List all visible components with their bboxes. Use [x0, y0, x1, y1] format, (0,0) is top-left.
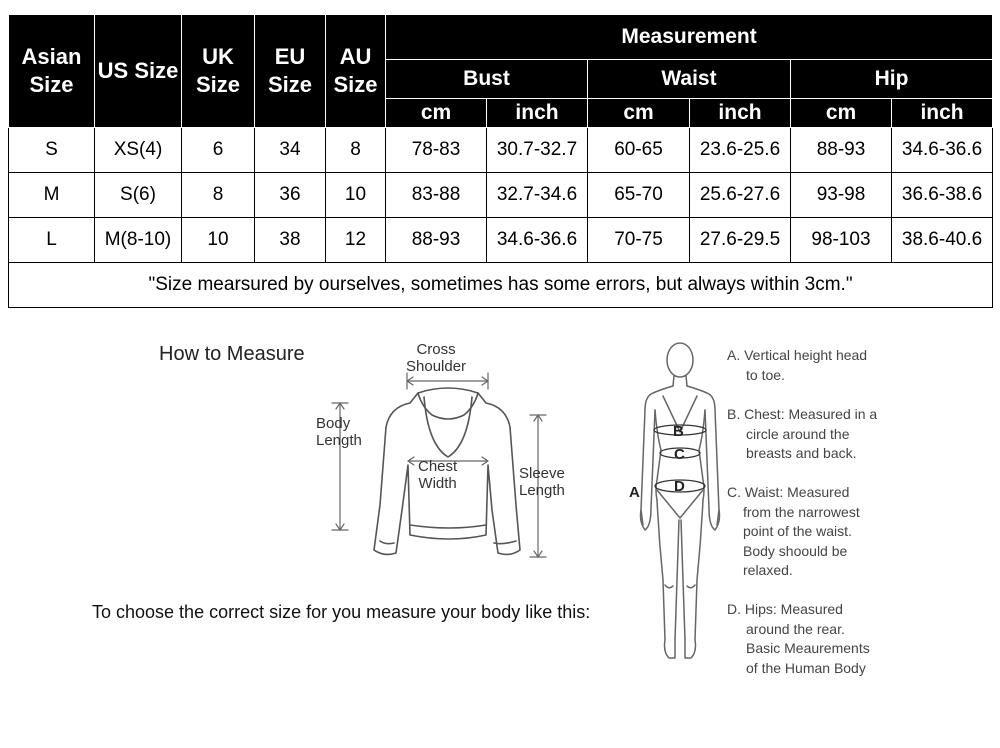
header-us-size: US Size [95, 15, 182, 128]
table-row [9, 128, 993, 173]
table-cell: 93-98 [791, 173, 892, 218]
table-cell: 78-83 [386, 128, 487, 173]
table-cell: 70-75 [588, 218, 690, 263]
table-cell: 25.6-27.6 [690, 173, 791, 218]
body-length-label: Body Length [316, 415, 362, 449]
table-cell: 34.6-36.6 [487, 218, 588, 263]
table-cell: M [9, 173, 95, 218]
table-cell: S(6) [95, 173, 182, 218]
header-hip: Hip [791, 60, 993, 99]
header-waist-cm: cm [588, 99, 690, 128]
table-cell: 8 [182, 173, 255, 218]
table-row [9, 218, 993, 263]
table-cell: 10 [326, 173, 386, 218]
how-to-measure-title: How to Measure [159, 343, 305, 365]
header-hip-cm: cm [791, 99, 892, 128]
instruction-text: To choose the correct size for you measure your body like this: [92, 602, 591, 622]
table-cell: XS(4) [95, 128, 182, 173]
marker-a: A [629, 484, 640, 501]
legend-c: C. Waist: Measured from the narrowest point of the waist. Body shoould be relaxed. [727, 484, 860, 578]
header-bust-cm: cm [386, 99, 487, 128]
chest-width-label: Chest Width [418, 458, 458, 492]
table-cell: 38 [255, 218, 326, 263]
table-cell: 27.6-29.5 [690, 218, 791, 263]
table-note: "Size mearsured by ourselves, sometimes has some errors, but always within 3cm." [9, 263, 993, 308]
table-cell: 23.6-25.6 [690, 128, 791, 173]
table-cell: 38.6-40.6 [892, 218, 993, 263]
legend-b: B. Chest: Measured in a circle around the breasts and back. [727, 406, 878, 461]
table-cell: 30.7-32.7 [487, 128, 588, 173]
size-chart-table [8, 14, 993, 308]
legend-a: A. Vertical height head to toe. [727, 347, 868, 383]
table-cell: L [9, 218, 95, 263]
legend-d: D. Hips: Measured around the rear. Basic Meaurements of the Human Body [727, 601, 870, 676]
sleeve-length-label: Sleeve Length [519, 465, 565, 499]
table-cell: 36 [255, 173, 326, 218]
marker-d: D [674, 478, 685, 495]
header-hip-inch: inch [892, 99, 993, 128]
header-asian-size: Asian Size [9, 15, 95, 128]
table-cell: 88-93 [791, 128, 892, 173]
header-uk-size: UK Size [182, 15, 255, 128]
table-cell: M(8-10) [95, 218, 182, 263]
table-cell: 88-93 [386, 218, 487, 263]
header-bust: Bust [386, 60, 588, 99]
header-measurement: Measurement [386, 15, 993, 60]
table-cell: 65-70 [588, 173, 690, 218]
table-cell: 83-88 [386, 173, 487, 218]
table-cell: S [9, 128, 95, 173]
table-cell: 36.6-38.6 [892, 173, 993, 218]
table-cell: 98-103 [791, 218, 892, 263]
body-figure [625, 340, 735, 670]
table-cell: 34.6-36.6 [892, 128, 993, 173]
header-waist: Waist [588, 60, 791, 99]
table-cell: 10 [182, 218, 255, 263]
cross-shoulder-label: Cross Shoulder [406, 341, 467, 375]
table-cell: 34 [255, 128, 326, 173]
table-cell: 6 [182, 128, 255, 173]
header-eu-size: EU Size [255, 15, 326, 128]
marker-c: C [674, 446, 685, 463]
header-au-size: AU Size [326, 15, 386, 128]
table-cell: 8 [326, 128, 386, 173]
marker-b: B [673, 423, 684, 440]
table-row [9, 173, 993, 218]
table-cell: 12 [326, 218, 386, 263]
table-cell: 60-65 [588, 128, 690, 173]
header-waist-inch: inch [690, 99, 791, 128]
table-cell: 32.7-34.6 [487, 173, 588, 218]
header-bust-inch: inch [487, 99, 588, 128]
